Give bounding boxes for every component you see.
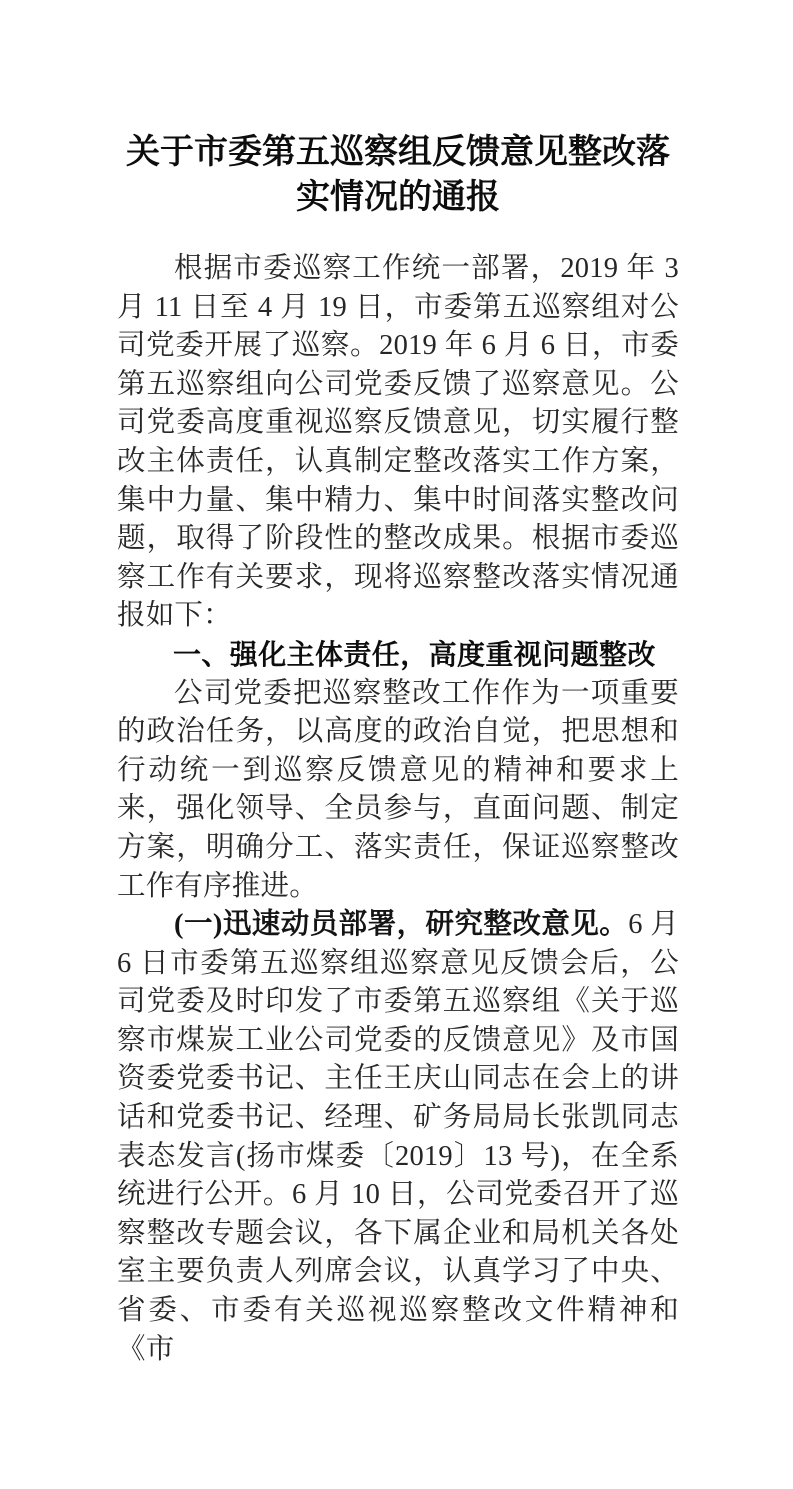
document-title: 关于市委第五巡察组反馈意见整改落实情况的通报 (126, 134, 670, 216)
page-bottom-whitespace (117, 1369, 679, 1489)
paragraph-item-1 (117, 906, 679, 1369)
paragraph-item-1-text: 6 月 6 日市委第五巡察组巡察意见反馈会后，公司党委及时印发了市委第五巡察组《关于巡察市煤炭工业公司党委的反馈意见》及市国资委党委书记、主任王庆山同志在会上的讲话和党委书记、经理、矿务局局长张凯同志表态发言(扬市煤委〔2019〕13 号)，在全系统进行公开。6 月 10 日，公司党委召开了巡察整改专题会议，各下属企业和局机关各处室主要负责人列席会议，认真学习了中央、省委、市委有关巡视巡察整改文件精神和《市 (117, 909, 679, 1365)
paragraph-intro: 根据市委巡察工作统一部署，2019 年 3 月 11 日至 4 月 19 日，市委第五巡察组对公司党委开展了巡察。2019 年 6 月 6 日，市委第五巡察组向公司党委反馈了巡察意见。公司党委高度重视巡察反馈意见，切实履行整改主体责任，认真制定整改落实工作方案，集中力量、集中精力、集中时间落实整改问题，取得了阶段性的整改成果。根据市委巡察工作有关要求，现将巡察整改落实情况通报如下： (117, 253, 679, 632)
paragraph-item-1-lead: (一)迅速动员部署，研究整改意见。 (174, 909, 629, 941)
page-content-column (117, 0, 679, 1489)
section-heading-1: 一、强化主体责任，高度重视问题整改 (173, 638, 656, 670)
paragraph-section-1-body: 公司党委把巡察整改工作作为一项重要的政治任务，以高度的政治自觉，把思想和行动统一到巡察反馈意见的精神和要求上来，强化领导、全员参与，直面问题、制定方案，明确分工、落实责任，保证巡察整改工作有序推进。 (117, 677, 679, 902)
